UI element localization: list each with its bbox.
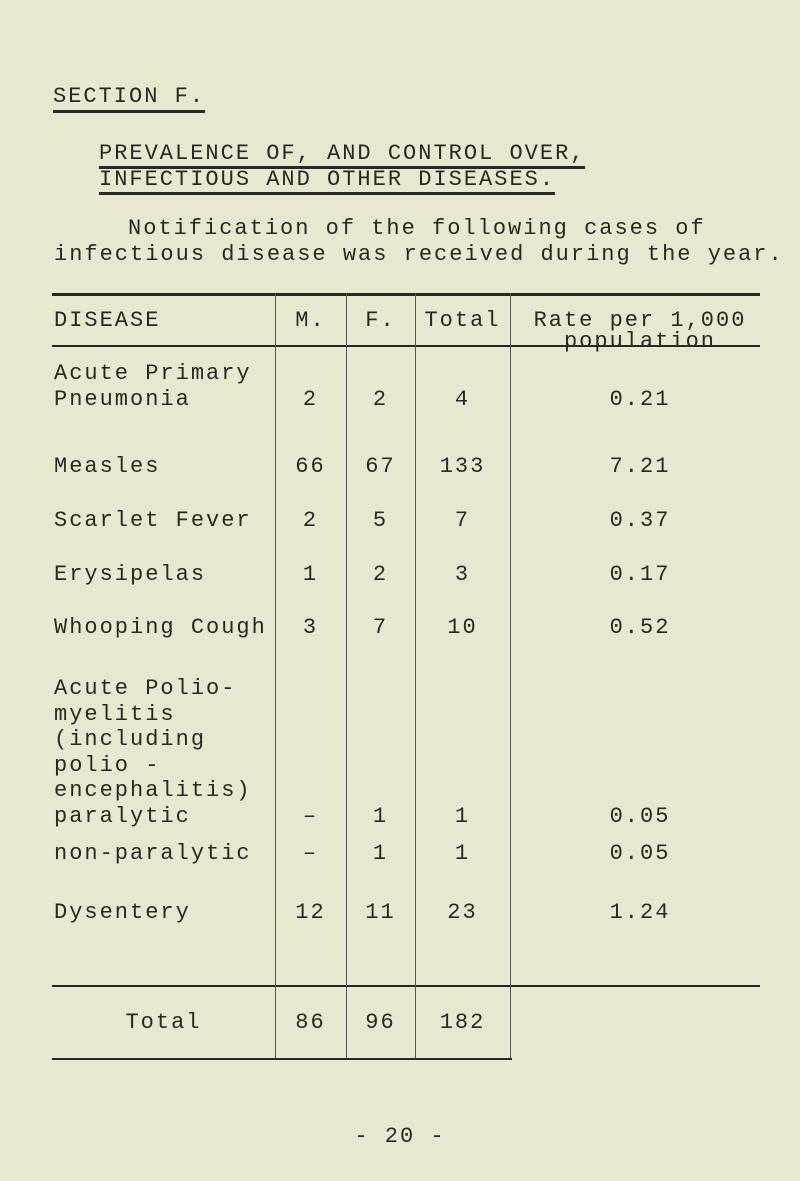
cell-rate: 0.52 — [609, 615, 671, 640]
cell-rate: 0.21 — [609, 386, 671, 412]
cell-m: 66 — [295, 454, 326, 479]
disease-name: non-paralytic — [54, 841, 252, 866]
header-f: F. — [365, 308, 396, 333]
cell-m: 2 — [302, 386, 319, 412]
total-total: 182 — [439, 1010, 486, 1035]
cell-rate: 0.05 — [609, 803, 671, 829]
cell-total: 10 — [447, 615, 478, 640]
cell-f: 67 — [365, 454, 396, 479]
cell-f: 2 — [372, 562, 389, 587]
total-rule — [52, 985, 760, 987]
cell-total: 7 — [454, 508, 471, 533]
disease-name: Erysipelas — [54, 562, 207, 587]
title-text-1: PREVALENCE OF, AND CONTROL OVER, — [99, 141, 585, 169]
header-m: M. — [295, 308, 326, 333]
total-m: 86 — [295, 1010, 326, 1035]
page-number: - 20 - — [354, 1124, 446, 1149]
cell-total: 23 — [447, 900, 478, 925]
title-text-2: INFECTIOUS AND OTHER DISEASES. — [99, 167, 555, 195]
intro-line-1: Notification of the following cases of — [128, 216, 706, 241]
header-rate: Rate per 1,000 — [533, 308, 747, 333]
cell-f: 5 — [372, 508, 389, 533]
section-heading: SECTION F. — [53, 84, 205, 113]
cell-rate: 0.17 — [609, 562, 671, 587]
total-label: Total — [125, 1010, 202, 1035]
disease-name: Measles — [54, 454, 161, 479]
cell-total: 4 — [454, 386, 471, 412]
table-top-rule — [52, 293, 760, 296]
cell-m: – — [302, 803, 319, 829]
cell-rate: 7.21 — [609, 454, 671, 479]
disease-name: Dysentery — [54, 900, 191, 925]
header-total: Total — [424, 308, 501, 333]
cell-f: 2 — [372, 386, 389, 412]
disease-name: polio - — [54, 752, 161, 778]
cell-total: 3 — [454, 562, 471, 587]
cell-total: 1 — [454, 803, 471, 829]
cell-total: 1 — [454, 841, 471, 866]
total-f: 96 — [365, 1010, 396, 1035]
cell-m: 12 — [295, 900, 326, 925]
title-line-1 — [99, 141, 585, 167]
cell-rate: 0.37 — [609, 508, 671, 533]
cell-f: 11 — [365, 900, 396, 925]
cell-f: 1 — [372, 803, 389, 829]
cell-m: – — [302, 841, 319, 866]
cell-m: 3 — [302, 615, 319, 640]
cell-f: 1 — [372, 841, 389, 866]
table-bottom-rule — [52, 1058, 512, 1060]
header-disease: DISEASE — [54, 308, 161, 333]
disease-name: Scarlet Fever — [54, 508, 252, 533]
disease-name: Pneumonia — [54, 386, 191, 412]
disease-name: encephalitis) — [54, 778, 252, 803]
intro-line-2: infectious disease was received during the year. — [54, 242, 784, 267]
cell-f: 7 — [372, 615, 389, 640]
cell-rate: 1.24 — [609, 900, 671, 925]
title-line-2 — [99, 167, 555, 193]
header-rate-2: population — [563, 329, 717, 354]
disease-name: myelitis — [54, 701, 176, 727]
disease-name: paralytic — [54, 803, 191, 829]
cell-m: 1 — [302, 562, 319, 587]
cell-m: 2 — [302, 508, 319, 533]
disease-name: (including — [54, 727, 207, 752]
disease-name: Acute Polio- — [54, 676, 237, 701]
cell-rate: 0.05 — [609, 841, 671, 866]
disease-name: Whooping Cough — [54, 615, 267, 640]
cell-total: 133 — [439, 454, 486, 479]
disease-name: Acute Primary — [54, 361, 252, 386]
